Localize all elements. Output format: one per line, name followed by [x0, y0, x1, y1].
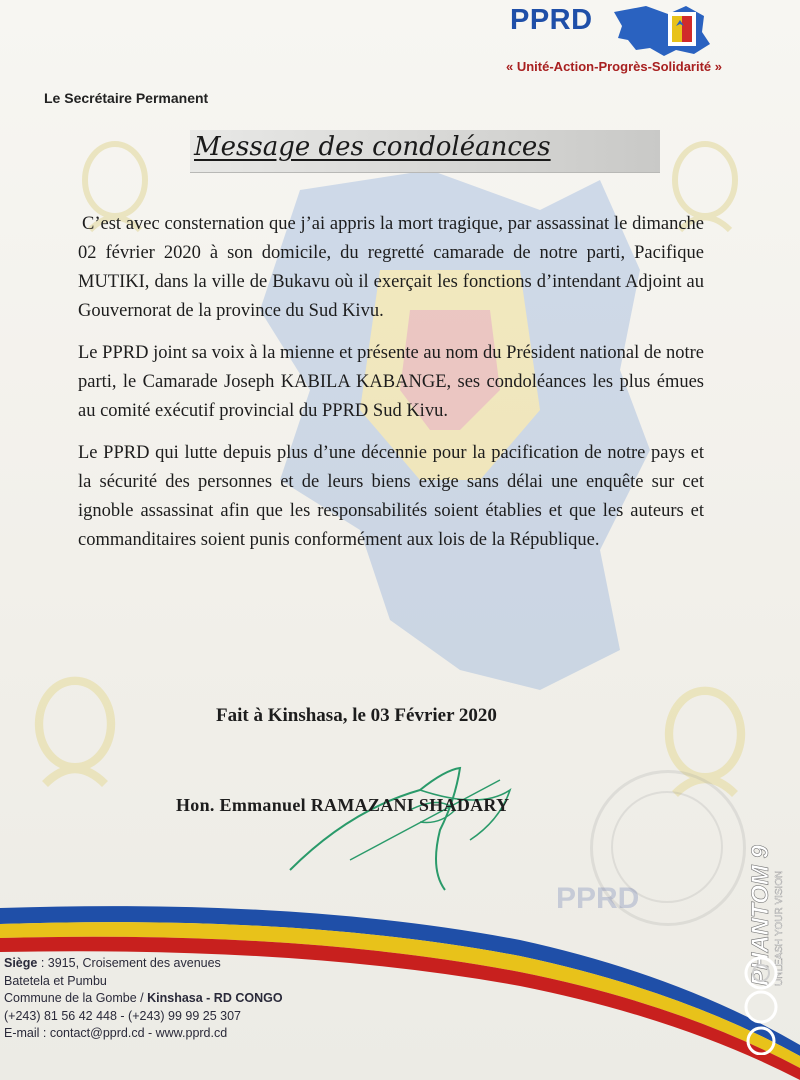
signer-name: Hon. Emmanuel RAMAZANI SHADARY [176, 795, 510, 815]
email-website: E-mail : contact@pprd.cd - www.pprd.cd [4, 1026, 228, 1040]
pprd-logo [510, 2, 730, 60]
siege-value: : 3915, Croisement des avenues [37, 956, 221, 970]
congo-map-logo-icon [606, 2, 716, 58]
title-banner [190, 130, 660, 173]
city: Kinshasa - RD CONGO [147, 991, 283, 1005]
logo-text: PPRD [510, 4, 593, 36]
footer-address [4, 955, 283, 1043]
party-motto: « Unité-Action-Progrès-Solidarité » [506, 59, 722, 74]
paragraph: Le PPRD joint sa voix à la mienne et présente au nom du Président national de notre parti, le Camarade Joseph KABILA KABANGE, ses condoléances les plus émues au comité exécutif provincial du PPRD Sud Kivu. [78, 343, 704, 421]
phone-numbers: (+243) 81 56 42 448 - (+243) 99 99 25 307 [4, 1008, 241, 1023]
place-and-date: Fait à Kinshasa, le 03 Février 2020 [216, 705, 497, 726]
page-title: Message des condoléances [194, 132, 551, 162]
phantom9-brand: PHANTOM 9 [747, 845, 774, 986]
address-line: Batetela et Pumbu [4, 973, 107, 988]
paragraph: C’est avec consternation que j’ai appris la mort tragique, par assassinat le dimanche 02 février 2020 à son domicile, du regretté camarade de notre parti, Pacifique MUTIKI, dans la ville de Bukavu où il exerçait les fonctions d’intendant Adjoint au Gouvernorat de la province du Sud Kivu. [78, 214, 704, 321]
handwritten-signature [270, 750, 540, 900]
stamp-label: PPRD [556, 882, 640, 915]
phantom9-tagline: UNLEASH YOUR VISION [774, 870, 785, 986]
tecno-logo-icon [741, 955, 781, 1055]
kabila-portrait-watermark-icon [20, 670, 130, 790]
paragraph: Le PPRD qui lutte depuis plus d’une décennie pour la pacification de notre pays et la sécurité des personnes et de leurs biens exige sans délai une enquête sur cet ignoble assassinat afin que les responsabilités soient établies et que les auteurs et commanditaires soient punis conformément aux lois de la République. [78, 443, 704, 550]
sender-title: Le Secrétaire Permanent [44, 90, 209, 106]
commune: Commune de la Gombe / [4, 991, 148, 1005]
letter-body [78, 210, 704, 568]
siege-label: Siège [4, 956, 38, 970]
